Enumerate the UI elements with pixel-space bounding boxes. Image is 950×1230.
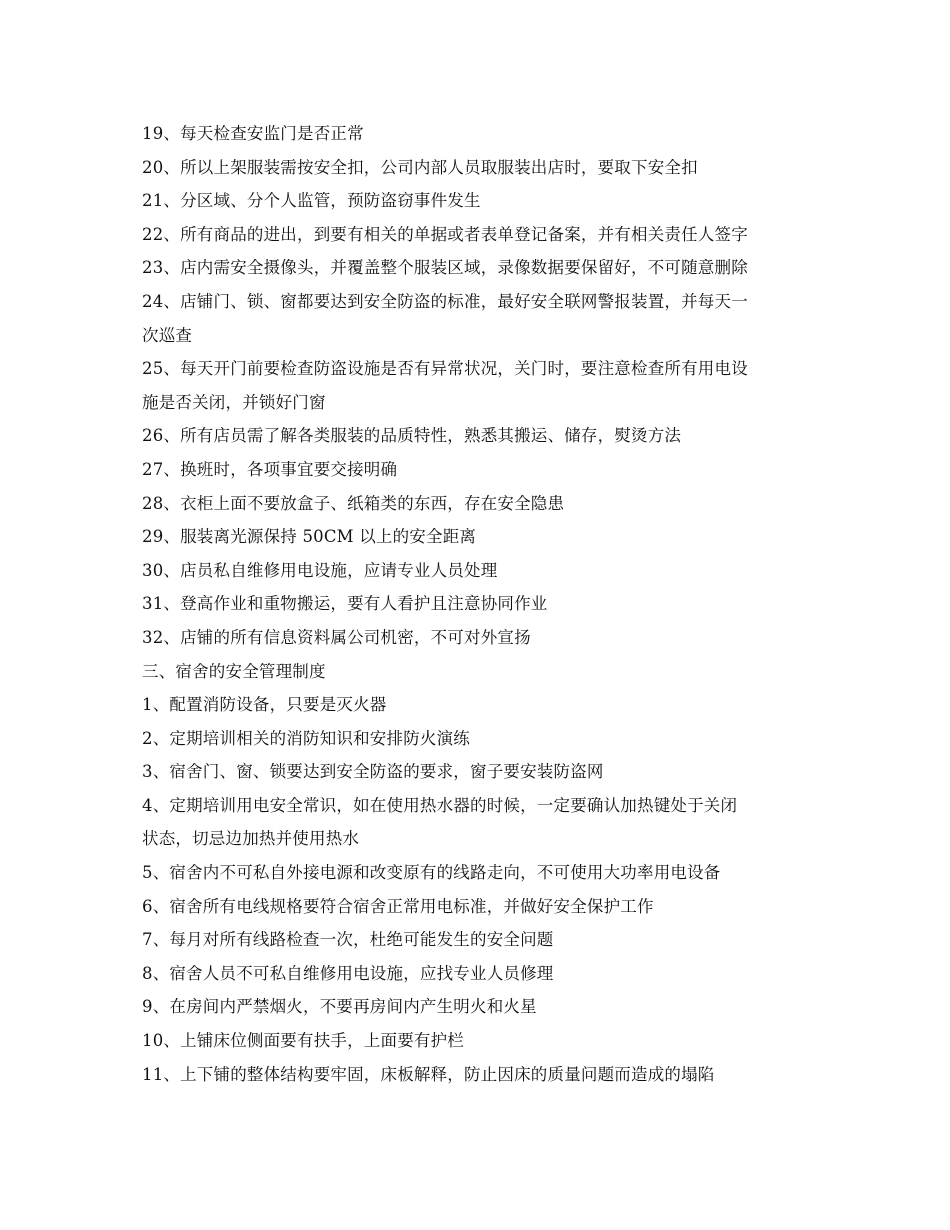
text-line: 2、定期培训相关的消防知识和安排防火演练 — [142, 728, 470, 748]
text-line: 4、定期培训用电安全常识，如在使用热水器的时候，一定要确认加热键处于关闭 — [142, 795, 738, 815]
text-line: 施是否关闭，并锁好门窗 — [142, 392, 326, 412]
text-line: 7、每月对所有线路检查一次，杜绝可能发生的安全问题 — [142, 930, 554, 950]
text-line: 31、登高作业和重物搬运，要有人看护且注意协同作业 — [142, 594, 548, 614]
text-line: 20、所以上架服装需按安全扣，公司内部人员取服装出店时，要取下安全扣 — [142, 157, 698, 177]
text-line: 11、上下铺的整体结构要牢固，床板解释，防止因床的质量问题而造成的塌陷 — [142, 1064, 715, 1084]
text-line: 24、店铺门、锁、窗都要达到安全防盗的标准，最好安全联网警报装置，并每天一 — [142, 291, 748, 311]
text-line: 8、宿舍人员不可私自维修用电设施，应找专业人员修理 — [142, 963, 554, 983]
section-heading: 三、宿舍的安全管理制度 — [142, 661, 326, 681]
text-line: 32、店铺的所有信息资料属公司机密，不可对外宣扬 — [142, 627, 531, 647]
text-line: 23、店内需安全摄像头，并覆盖整个服装区域，录像数据要保留好，不可随意删除 — [142, 258, 748, 278]
text-line: 21、分区域、分个人监管，预防盗窃事件发生 — [142, 191, 481, 211]
text-line: 29、服装离光源保持 50CM 以上的安全距离 — [142, 527, 477, 547]
text-line: 25、每天开门前要检查防盗设施是否有异常状况，关门时，要注意检查所有用电设 — [142, 359, 748, 379]
text-line: 10、上铺床位侧面要有扶手，上面要有护栏 — [142, 1031, 464, 1051]
text-line: 次巡查 — [142, 325, 193, 345]
text-line: 6、宿舍所有电线规格要符合宿舍正常用电标准，并做好安全保护工作 — [142, 896, 654, 916]
text-line: 1、配置消防设备，只要是灭火器 — [142, 695, 387, 715]
text-line: 22、所有商品的进出，到要有相关的单据或者表单登记备案，并有相关责任人签字 — [142, 224, 748, 244]
text-line: 27、换班时，各项事宜要交接明确 — [142, 459, 398, 479]
text-line: 30、店员私自维修用电设施，应请专业人员处理 — [142, 560, 498, 580]
text-line: 5、宿舍内不可私自外接电源和改变原有的线路走向，不可使用大功率用电设备 — [142, 863, 721, 883]
document-body — [142, 117, 814, 1091]
text-line: 28、衣柜上面不要放盒子、纸箱类的东西，存在安全隐患 — [142, 493, 565, 513]
text-line: 9、在房间内严禁烟火，不要再房间内产生明火和火星 — [142, 997, 537, 1017]
text-line: 26、所有店员需了解各类服装的品质特性，熟悉其搬运、储存，熨烫方法 — [142, 426, 682, 446]
text-line: 状态，切忌边加热并使用热水 — [142, 829, 360, 849]
text-line: 19、每天检查安监门是否正常 — [142, 124, 364, 143]
text-line: 3、宿舍门、窗、锁要达到安全防盗的要求，窗子要安装防盗网 — [142, 762, 604, 782]
